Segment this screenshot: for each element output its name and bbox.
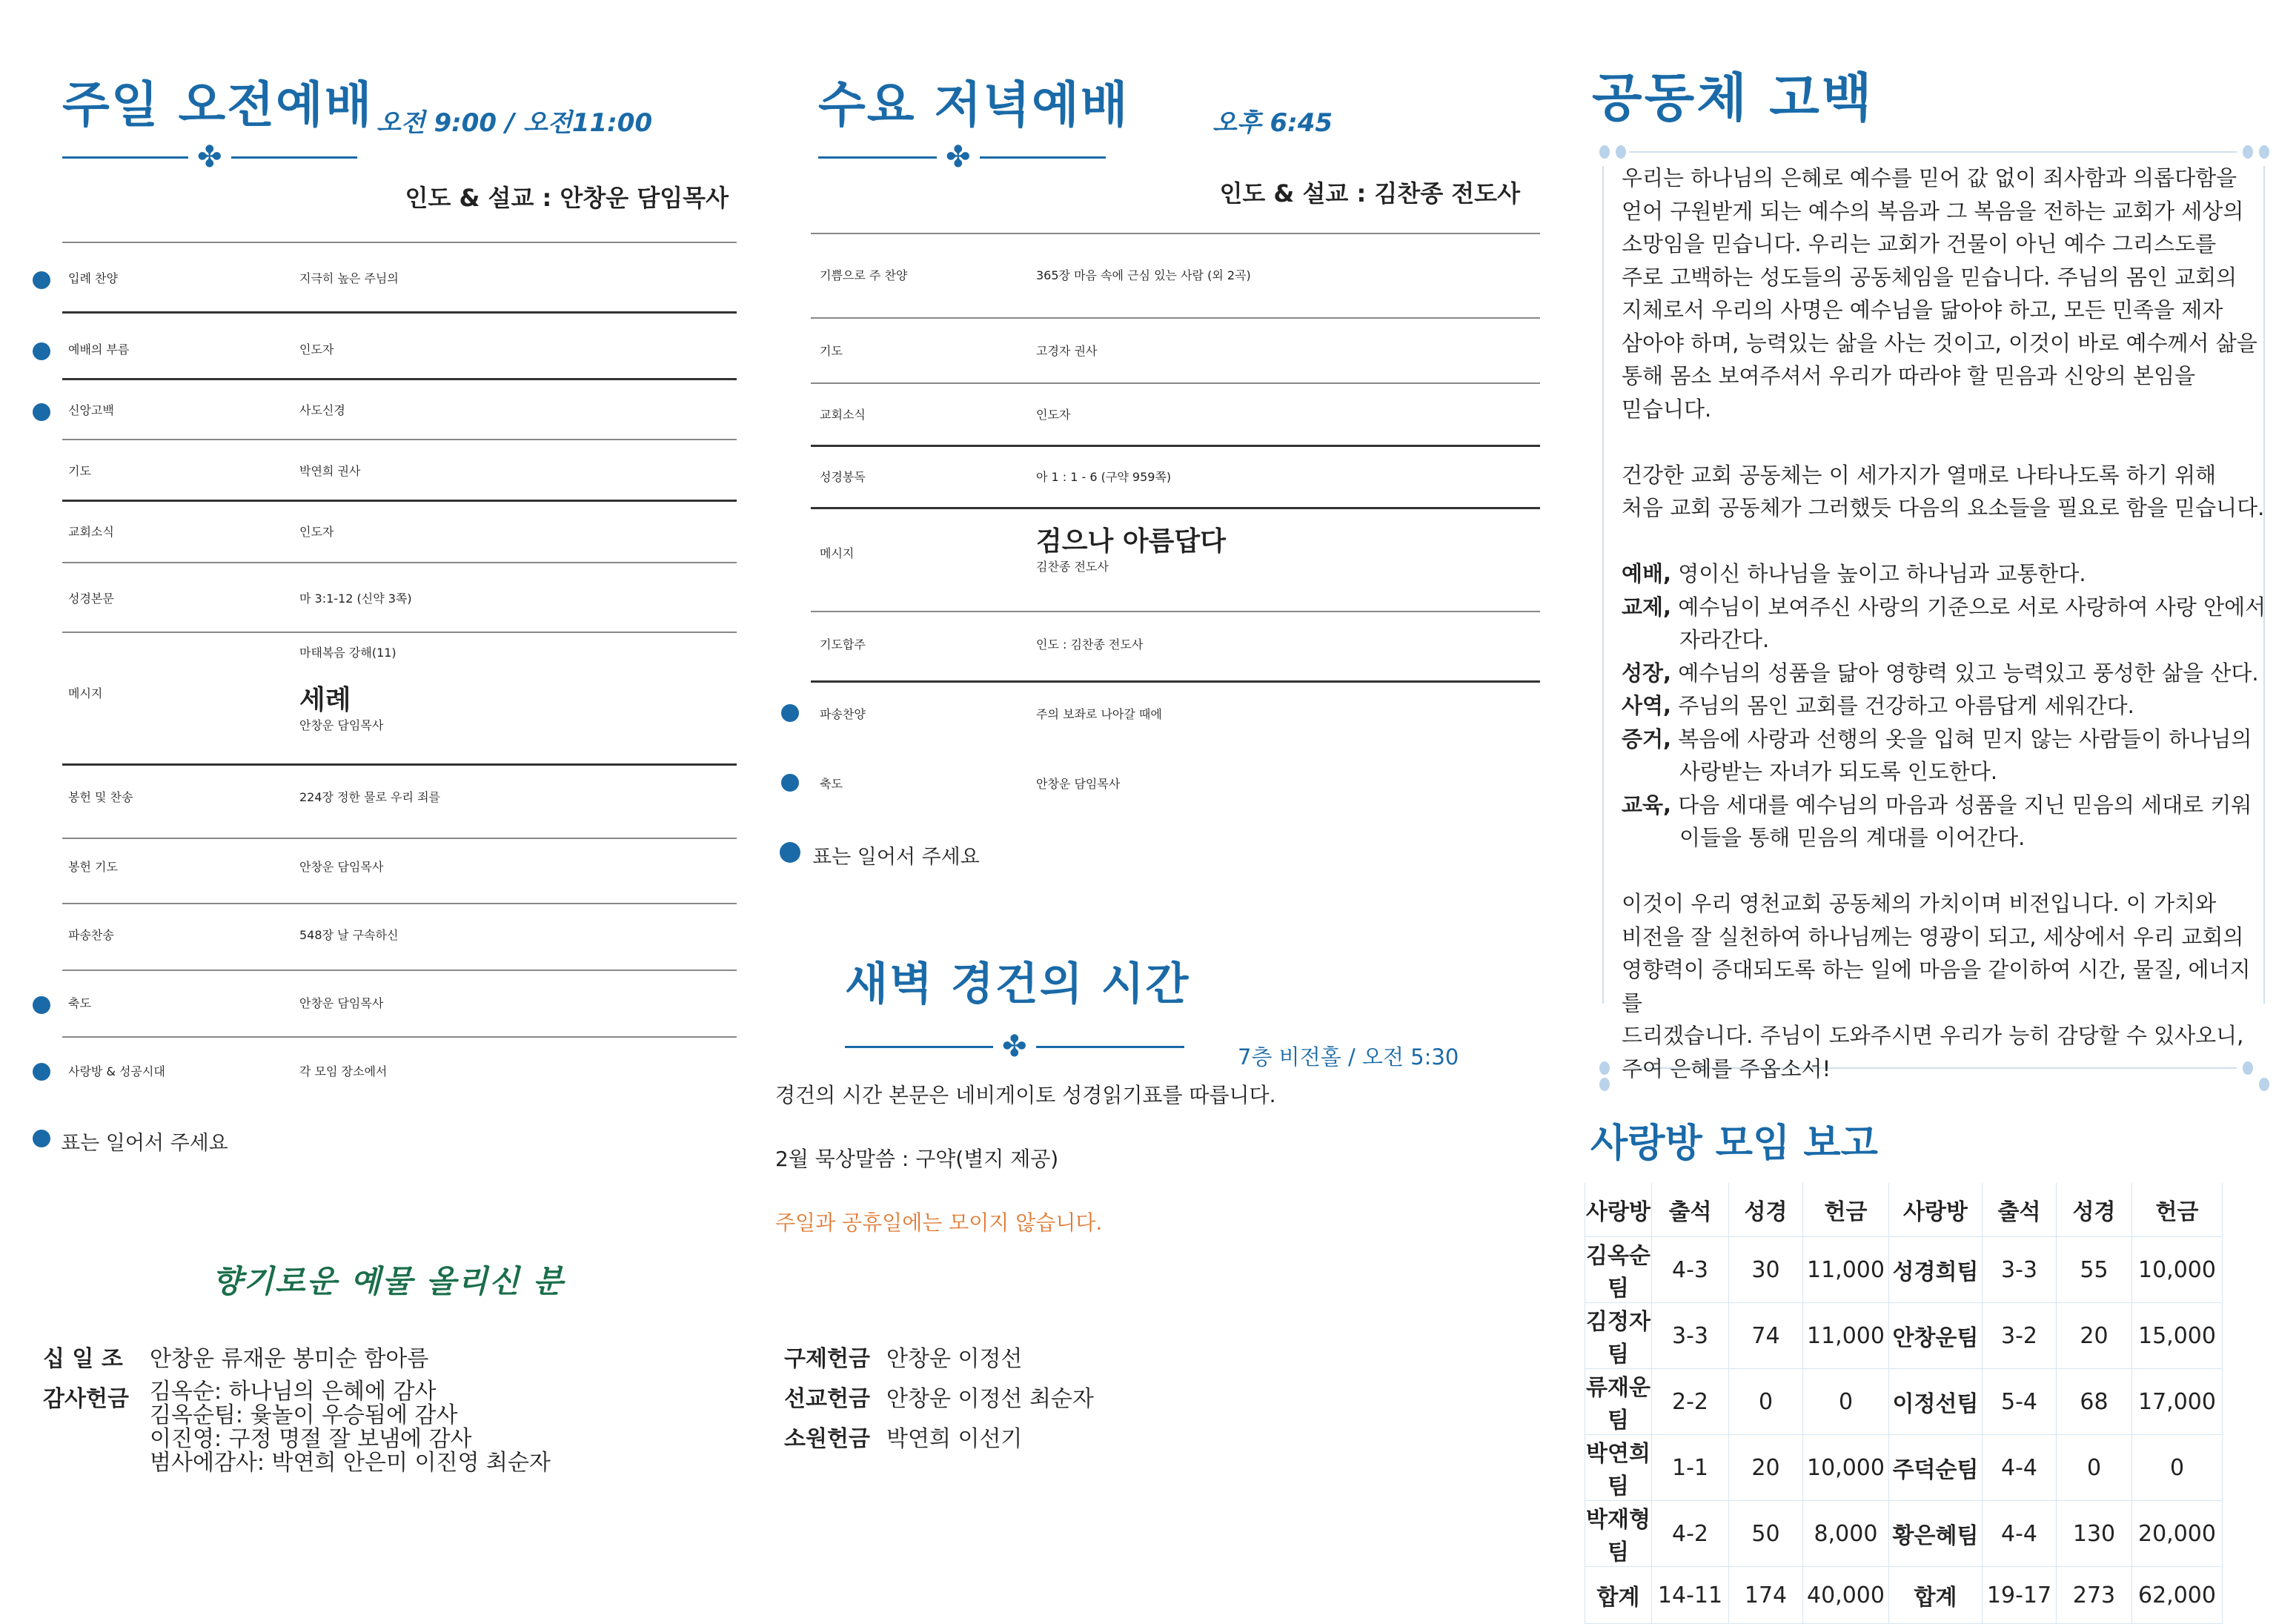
order-label: 파송찬양: [820, 706, 866, 721]
frame-pearl: [1599, 145, 1610, 159]
order-value: 각 모임 장소에서: [299, 1064, 388, 1078]
sunday-time: 오전 9:00 / 오전11:00: [376, 108, 653, 138]
wish-names: 박연희 이선기: [886, 1426, 1023, 1452]
confession-line: 드리겠습니다. 주님이 도와주시면 우리가 능히 감당할 수 있사오니,: [1622, 1023, 2244, 1048]
table-cell: 19-17: [1983, 1567, 2057, 1624]
order-label: 파송찬송: [68, 927, 114, 942]
relief-names: 안창운 이정선: [886, 1346, 1023, 1372]
standing-dot: [33, 1063, 50, 1081]
order-value: 안창운 담임목사: [299, 718, 384, 732]
order-value: 인도자: [299, 524, 334, 539]
value-worship: 예배, 영이신 하나님을 높이고 하나님과 교통한다.: [1622, 561, 2086, 586]
wednesday-ornament: [818, 142, 1106, 172]
wish-label: 소원헌금: [784, 1426, 870, 1452]
sunday-note: 표는 일어서 주세요: [61, 1132, 228, 1155]
order-value: 224장 정한 물로 우리 죄를: [299, 789, 440, 804]
value-continuation: 이들을 통해 믿음의 계대를 이어간다.: [1679, 825, 2025, 850]
dawn-title: 새벽 경건의 시간: [845, 958, 1190, 1010]
table-row: [1585, 1501, 2223, 1567]
dawn-place: 7층 비전홀 / 오전 5:30: [1238, 1044, 1459, 1070]
confession-line: 소망임을 믿습니다. 우리는 교회가 건물이 아닌 예수 그리스도를: [1622, 231, 2217, 256]
tithe-names: 안창운 류재운 봉미순 함아름: [150, 1346, 429, 1372]
value-witness: 증거, 복음에 사랑과 선행의 옷을 입혀 믿지 않는 사람들이 하나님의: [1622, 726, 2252, 752]
dawn-line3: 주일과 공휴일에는 모이지 않습니다.: [775, 1210, 1103, 1235]
wednesday-order: [811, 233, 1540, 796]
confession-line: 주로 고백하는 성도들의 공동체임을 믿습니다. 주님의 몸인 교회의: [1622, 264, 2237, 290]
table-cell: 합계: [1585, 1567, 1652, 1624]
standing-dot: [33, 996, 50, 1014]
confession-line: 지체로서 우리의 사명은 예수님을 닮아야 하고, 모든 민족을 제자: [1622, 297, 2223, 322]
sermon-title: 세례: [299, 685, 351, 715]
confession-line: 통해 몸소 보여주셔서 우리가 따라야 할 믿음과 신앙의 본임을: [1622, 363, 2196, 388]
order-label: 봉헌 및 찬송: [68, 789, 133, 804]
table-cell: 4-4: [1983, 1501, 2057, 1567]
table-cell: 김정자팀: [1585, 1303, 1652, 1369]
order-label: 신앙고백: [68, 402, 114, 417]
table-cell: 박연희팀: [1585, 1435, 1652, 1501]
order-label: 기도합주: [820, 637, 866, 652]
table-cell: 10,000: [1803, 1435, 1889, 1501]
table-cell: 8,000: [1803, 1501, 1889, 1567]
table-row: [1585, 1435, 2223, 1501]
table-cell: 3-3: [1652, 1303, 1729, 1369]
order-value: 안창운 담임목사: [1036, 776, 1121, 791]
table-cell: 15,000: [2132, 1303, 2223, 1369]
confession-line: 비전을 잘 실천하여 하나님께는 영광이 되고, 세상에서 우리 교회의: [1622, 924, 2244, 949]
table-cell: 0: [2057, 1435, 2132, 1501]
value-education: 교육, 다음 세대를 예수님의 마음과 성품을 지닌 믿음의 세대로 키워: [1622, 792, 2252, 818]
table-cell: 5-4: [1983, 1369, 2057, 1435]
table-cell: 안창운팀: [1889, 1303, 1983, 1369]
clover-icon: ✤: [197, 140, 222, 174]
confession-body: [1622, 162, 2266, 1085]
table-cell: 11,000: [1803, 1237, 1889, 1303]
table-cell: 74: [1729, 1303, 1803, 1369]
table-row: [1585, 1237, 2223, 1303]
order-value: 박연희 권사: [299, 463, 361, 478]
order-label: 성경본문: [68, 591, 114, 606]
value-fellowship: 교제, 예수님이 보여주신 사랑의 기준으로 서로 사랑하여 사랑 안에서: [1622, 594, 2266, 620]
order-label: 교회소식: [68, 524, 114, 539]
order-value: 인도 : 김찬종 전도사: [1036, 637, 1144, 652]
table-cell: 박재형팀: [1585, 1501, 1652, 1567]
col-header: 사랑방: [1889, 1183, 1983, 1237]
order-label: 메시지: [68, 686, 103, 700]
offering-title: 향기로운 예물 올리신 분: [212, 1263, 565, 1299]
clover-icon: ✤: [946, 140, 971, 174]
standing-dot: [780, 842, 800, 863]
table-row: [1585, 1303, 2223, 1369]
table-cell: 0: [1729, 1369, 1803, 1435]
table-header-row: [1585, 1183, 2223, 1237]
report-title: 사랑방 모임 보고: [1590, 1121, 1878, 1166]
frame-pearl: [1599, 1078, 1610, 1091]
order-value: 마태복음 강해(11): [299, 646, 397, 660]
thanks-item: 이진영: 구정 명절 잘 보냄에 감사: [150, 1426, 472, 1452]
thanks-item: 김옥순: 하나님의 은혜에 감사: [150, 1379, 437, 1405]
table-cell: 20: [1729, 1435, 1803, 1501]
table-cell: 3-2: [1983, 1303, 2057, 1369]
col-header: 성경: [1729, 1183, 1803, 1237]
table-cell: 273: [2057, 1567, 2132, 1624]
frame-line: [1629, 151, 2237, 153]
table-cell: 0: [1803, 1369, 1889, 1435]
value-ministry: 사역, 주님의 몸인 교회를 건강하고 아름답게 세워간다.: [1622, 693, 2134, 718]
table-cell: 황은혜팀: [1889, 1501, 1983, 1567]
thanks-item: 범사에감사: 박연희 안은미 이진영 최순자: [150, 1450, 551, 1476]
order-value: 지극히 높은 주님의: [299, 271, 399, 285]
dawn-line2: 2월 묵상말씀 : 구약(별지 제공): [775, 1147, 1059, 1171]
order-value: 고경자 권사: [1036, 343, 1098, 358]
table-cell: 4-2: [1652, 1501, 1729, 1567]
table-total-row: [1585, 1567, 2223, 1624]
table-cell: 55: [2057, 1237, 2132, 1303]
value-continuation: 사랑받는 자녀가 되도록 인도한다.: [1679, 759, 1998, 784]
table-cell: 30: [1729, 1237, 1803, 1303]
order-label: 예배의 부름: [68, 342, 130, 357]
wednesday-leader: 인도 & 설교 : 김찬종 전도사: [1219, 179, 1520, 208]
wednesday-title: 수요 저녁예배: [818, 76, 1129, 133]
order-label: 축도: [68, 995, 91, 1010]
frame-pearl: [2243, 145, 2253, 159]
table-cell: 68: [2057, 1369, 2132, 1435]
order-value: 김찬종 전도사: [1036, 560, 1109, 574]
table-cell: 20,000: [2132, 1501, 2223, 1567]
sunday-leader: 인도 & 설교 : 안창운 담임목사: [405, 184, 729, 212]
col-header: 헌금: [1803, 1183, 1889, 1237]
col-header: 헌금: [2132, 1183, 2223, 1237]
confession-line: 영향력이 증대되도록 하는 일에 마음을 같이하여 시간, 물질, 에너지를: [1622, 957, 2251, 1015]
wednesday-note: 표는 일어서 주세요: [812, 846, 980, 869]
table-cell: 130: [2057, 1501, 2132, 1567]
standing-dot: [33, 271, 50, 289]
table-cell: 합계: [1889, 1567, 1983, 1624]
table-cell: 4-4: [1983, 1435, 2057, 1501]
order-value: 인도자: [299, 342, 334, 357]
table-cell: 이정선팀: [1889, 1369, 1983, 1435]
order-value: 안창운 담임목사: [299, 859, 384, 874]
dawn-line1: 경건의 시간 본문은 네비게이토 성경읽기표를 따릅니다.: [775, 1083, 1276, 1107]
table-row: [1585, 1369, 2223, 1435]
wednesday-time: 오후 6:45: [1212, 108, 1333, 138]
clover-icon: ✤: [1002, 1030, 1027, 1064]
order-label: 교회소식: [820, 407, 866, 422]
mission-names: 안창운 이정선 최순자: [886, 1386, 1094, 1412]
confession-line: 건강한 교회 공동체는 이 세가지가 열매로 나타나도록 하기 위해: [1622, 462, 2217, 488]
order-label: 메시지: [820, 546, 855, 560]
col-header: 사랑방: [1585, 1183, 1652, 1237]
sunday-ornament: [62, 142, 357, 172]
sunday-title: 주일 오전예배: [62, 76, 374, 133]
order-label: 사랑방 & 성공시대: [68, 1064, 165, 1078]
order-value: 548장 날 구속하신: [299, 927, 399, 942]
thanks-list: [150, 1380, 551, 1475]
table-cell: 10,000: [2132, 1237, 2223, 1303]
table-cell: 3-3: [1983, 1237, 2057, 1303]
order-label: 봉헌 기도: [68, 859, 118, 874]
confession-title: 공동체 고백: [1592, 67, 1874, 128]
standing-dot: [33, 1130, 50, 1147]
table-cell: 50: [1729, 1501, 1803, 1567]
confession-line: 주여 은혜를 주옵소서!: [1622, 1055, 1831, 1081]
order-value: 안창운 담임목사: [299, 995, 384, 1010]
table-cell: 류재운팀: [1585, 1369, 1652, 1435]
confession-line: 믿습니다.: [1622, 396, 1712, 422]
table-cell: 62,000: [2132, 1567, 2223, 1624]
value-continuation: 자라간다.: [1679, 627, 1770, 652]
sunday-order: [62, 242, 737, 1094]
order-label: 기도: [68, 463, 91, 478]
table-cell: 주덕순팀: [1889, 1435, 1983, 1501]
confession-line: 삼아야 하며, 능력있는 삶을 사는 것이고, 이것이 바로 예수께서 삶을: [1622, 330, 2257, 356]
order-value: 마 3:1-12 (신약 3쪽): [299, 591, 412, 606]
confession-line: 우리는 하나님의 은혜로 예수를 믿어 값 없이 죄사함과 의롭다함을: [1622, 165, 2237, 190]
order-label: 기쁨으로 주 찬양: [820, 268, 908, 282]
order-value: 주의 보좌로 나아갈 때에: [1036, 706, 1162, 721]
confession-line: 처음 교회 공동체가 그러했듯 다음의 요소들을 필요로 함을 믿습니다.: [1622, 495, 2265, 520]
table-cell: 1-1: [1652, 1435, 1729, 1501]
table-cell: 20: [2057, 1303, 2132, 1369]
dawn-ornament: [845, 1030, 1184, 1064]
order-label: 축도: [820, 776, 843, 791]
standing-dot: [33, 403, 50, 421]
table-cell: 0: [2132, 1435, 2223, 1501]
standing-dot: [781, 774, 799, 792]
table-cell: 2-2: [1652, 1369, 1729, 1435]
thanks-label: 감사헌금: [43, 1386, 129, 1412]
value-growth: 성장, 예수님의 성품을 닮아 영향력 있고 능력있고 풍성한 삶을 산다.: [1622, 660, 2259, 686]
order-value: 365장 마음 속에 근심 있는 사람 (외 2곡): [1036, 268, 1251, 282]
table-cell: 4-3: [1652, 1237, 1729, 1303]
order-value: 아 1 : 1 - 6 (구약 959쪽): [1036, 469, 1172, 484]
table-cell: 40,000: [1803, 1567, 1889, 1624]
tithe-label: 십 일 조: [43, 1346, 123, 1372]
table-cell: 17,000: [2132, 1369, 2223, 1435]
confession-line: 이것이 우리 영천교회 공동체의 가치이며 비전입니다. 이 가치와: [1622, 891, 2217, 916]
table-cell: 김옥순팀: [1585, 1237, 1652, 1303]
thanks-item: 김옥순팀: 윷놀이 우승됨에 감사: [150, 1402, 458, 1428]
order-label: 기도: [820, 343, 843, 358]
standing-dot: [781, 704, 799, 722]
frame-pearl: [1599, 1061, 1610, 1075]
table-cell: 174: [1729, 1567, 1803, 1624]
order-label: 입례 찬양: [68, 271, 118, 285]
order-value: 사도신경: [299, 402, 345, 417]
confession-line: 얻어 구원받게 되는 예수의 복음과 그 복음을 전하는 교회가 세상의: [1622, 198, 2244, 224]
sermon-title: 검으나 아름답다: [1036, 526, 1226, 557]
table-cell: 14-11: [1652, 1567, 1729, 1624]
table-cell: 성경희팀: [1889, 1237, 1983, 1303]
frame-pearl: [2259, 145, 2269, 159]
col-header: 출석: [1652, 1183, 1729, 1237]
mission-label: 선교헌금: [784, 1386, 870, 1412]
table-cell: 11,000: [1803, 1303, 1889, 1369]
frame-line: [1602, 166, 1604, 1004]
order-label: 성경봉독: [820, 469, 866, 484]
col-header: 출석: [1983, 1183, 2057, 1237]
standing-dot: [33, 342, 50, 360]
order-value: 인도자: [1036, 407, 1071, 422]
report-table: [1585, 1183, 2223, 1624]
col-header: 성경: [2057, 1183, 2132, 1237]
relief-label: 구제헌금: [784, 1346, 870, 1372]
frame-pearl: [1616, 145, 1626, 159]
